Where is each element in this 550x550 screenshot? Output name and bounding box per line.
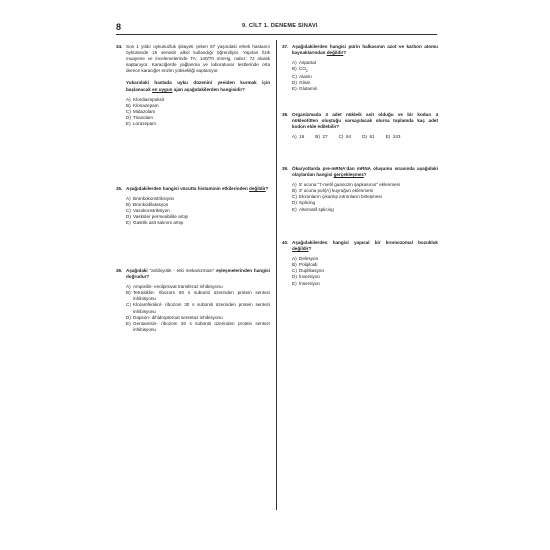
option-e[interactable]: E) Gentamisin- ribozom 30 s subüniti üzerinden protein sentezi inhibisyonu bbox=[126, 320, 270, 332]
option-c[interactable]: C) Alanin bbox=[292, 74, 312, 80]
option-d[interactable]: D) 81 bbox=[362, 134, 375, 140]
option-a[interactable]: A) 5' ucuna "7-metil guanozin şapkasının" eklenmesi bbox=[292, 182, 400, 188]
question-number: 39. bbox=[282, 166, 289, 171]
option-b[interactable]: B) Poliploidi bbox=[292, 262, 318, 268]
question-stem: Aşağıdakilerden hangisi pürin halkasının azot ve karbon atomu kaynaklarından değildir? bbox=[292, 44, 438, 56]
option-e[interactable]: E) Gastrik asit salınım artışı bbox=[126, 220, 184, 226]
option-e[interactable]: E) Glutamin bbox=[292, 86, 318, 92]
option-a[interactable]: A) Aspartat bbox=[292, 60, 317, 66]
option-e[interactable]: E) İnsersiyon bbox=[292, 280, 320, 286]
question-stem: Aşağıdaki "antibiyotik - etki mekanizması" eşleşmelerinden hangisi doğrudur? bbox=[126, 268, 270, 280]
option-c[interactable]: C) Kloramfenikol- ribozom 30 s subüniti üzerinden protein sentezi inhibisyonu bbox=[126, 302, 270, 314]
option-d[interactable]: D) İnversiyon bbox=[292, 274, 320, 280]
question-34 bbox=[116, 44, 270, 127]
option-b[interactable]: B) $CO_2$ bbox=[292, 66, 308, 74]
option-b[interactable]: B) 27 bbox=[315, 134, 328, 140]
option-c[interactable]: C) 64 bbox=[338, 134, 352, 140]
question-stem: Aşağıdakilerden hangisi yapısal bir kromozomal bozukluk değildir? bbox=[292, 240, 438, 252]
option-c[interactable]: C) Vazokonstriksiyon bbox=[126, 208, 170, 214]
option-a[interactable]: A) Bronkokonstriksiyon bbox=[126, 196, 175, 202]
options-list bbox=[126, 284, 270, 333]
question-35 bbox=[116, 186, 270, 227]
question-36 bbox=[116, 268, 270, 333]
option-a[interactable]: A) 16 bbox=[292, 134, 305, 140]
option-a[interactable]: A) Delesyon bbox=[292, 256, 319, 262]
option-a[interactable]: A) Klordiazepoksit bbox=[126, 96, 165, 102]
question-38 bbox=[282, 112, 438, 140]
option-b[interactable]: B) Klonazepam bbox=[126, 102, 159, 108]
options-list bbox=[292, 256, 438, 286]
question-stem: Organizmada 3 adet nükleik asit olduğu ve bir kodun 4 nükleotitten oluştuğu varsayılacak olursa toplamda kaç adet kodon elde edilebilir? bbox=[292, 112, 438, 130]
options-list bbox=[292, 60, 438, 92]
option-e[interactable]: E) Lorazepam bbox=[126, 121, 156, 127]
option-b[interactable]: B) Tetrasiklin- ribozom 50 s subüniti üzerinden protein sentezi inhibisyonu bbox=[126, 290, 270, 302]
question-number: 35. bbox=[116, 186, 123, 191]
option-c[interactable]: C) Ekzonların çıkarılıp intronların birleşmesi bbox=[292, 194, 382, 200]
option-d[interactable]: D) Glisin bbox=[292, 80, 311, 86]
question-number: 40. bbox=[282, 240, 289, 245]
question-40 bbox=[282, 240, 438, 287]
question-paragraph: Son 1 yıldır uykusuzluk şikayeti çeken 67 yaşındaki erkek hastanın öyküsünde 15 senedir alkol kullandığı öğreniliyor. Yapılan fizik muayene ve incelemelerinde TA: 140/70 mmHg, nabız: 72 olarak saptanıyor. Karaciğerde yağlanma ve laboratuvar testlerinde orta derece karaciğer enzim yüksekliği saptanıyor. bbox=[126, 44, 270, 74]
question-number: 36. bbox=[116, 268, 123, 273]
question-number: 38. bbox=[282, 112, 289, 117]
option-d[interactable]: D) Splicing bbox=[292, 200, 316, 206]
option-e[interactable]: E) 243 bbox=[385, 134, 401, 140]
question-stem: Ökaryotlarda pre-mRNA'dan mRNA oluşumu sırasında aşağıdaki olaylardan hangisi gerçekleşmez? bbox=[292, 166, 438, 178]
options-list bbox=[126, 97, 270, 127]
question-39 bbox=[282, 166, 438, 213]
option-a[interactable]: A) Ampisilin- enolpirüvat transferaz inhibisyonu bbox=[126, 284, 223, 290]
option-d[interactable]: D) Triazolam bbox=[126, 114, 153, 120]
option-e[interactable]: E) Alternatif splicing bbox=[292, 206, 334, 212]
exam-title: 9. CİLT 1. DENEME SINAVI bbox=[242, 23, 318, 29]
question-number: 37. bbox=[282, 44, 289, 49]
option-d[interactable]: D) Dapson- dihidropteroat sentetaz inhibisyonu bbox=[126, 314, 223, 320]
option-c[interactable]: C) Midazolam bbox=[126, 108, 156, 114]
option-c[interactable]: C) Duplikasyon bbox=[292, 268, 325, 274]
options-list bbox=[292, 134, 438, 140]
column-divider bbox=[276, 40, 277, 510]
question-number: 34. bbox=[116, 44, 123, 49]
options-list bbox=[292, 182, 438, 212]
question-stem: Aşağıdakilerden hangisi vücutta histaminin etkilerinden değildir? bbox=[126, 186, 269, 191]
header-divider bbox=[116, 34, 437, 35]
option-d[interactable]: D) Vasküler permeabilite artışı bbox=[126, 214, 189, 220]
option-b[interactable]: B) 3' ucuna poli(A) kuyruğun eklenmesi bbox=[292, 188, 373, 194]
option-b[interactable]: B) Bronkodilatasyon bbox=[126, 202, 169, 208]
options-list bbox=[126, 196, 270, 226]
page-number: 8 bbox=[116, 22, 122, 32]
question-stem: Yukarıdaki hastada uyku düzenini yeniden kurmak için başlanacak en uygun ajan aşağıdakilerden hangisidir? bbox=[126, 80, 270, 92]
question-37 bbox=[282, 44, 438, 93]
